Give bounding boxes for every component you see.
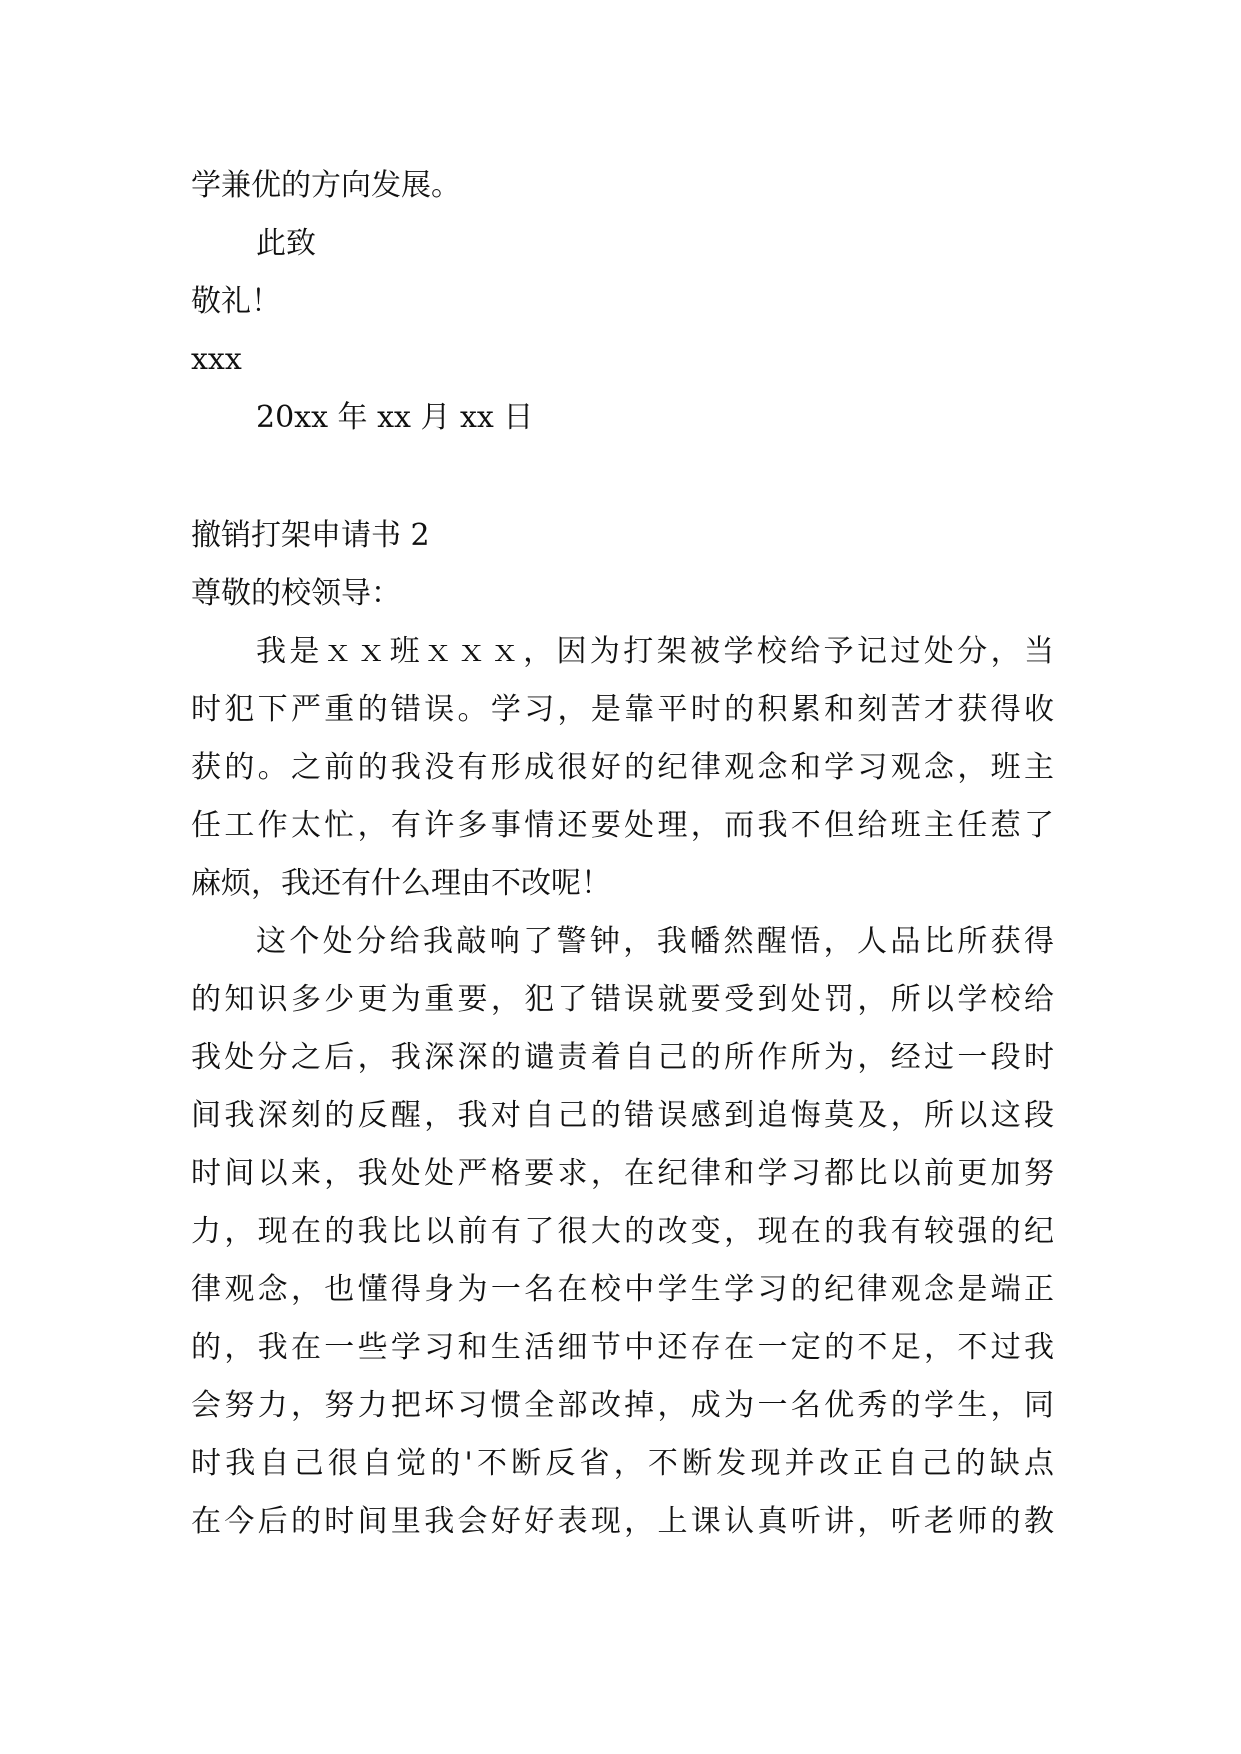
paragraph1-line: 时犯下严重的错误。学习，是靠平时的积累和刻苦才获得收 bbox=[191, 692, 1054, 727]
paragraph2-line: 时间以来，我处处严格要求，在纪律和学习都比以前更加努 bbox=[191, 1156, 1054, 1191]
paragraph2-line: 间我深刻的反醒，我对自己的错误感到追悔莫及，所以这段 bbox=[191, 1098, 1054, 1133]
paragraph2-line: 我处分之后，我深深的谴责着自己的所作所为，经过一段时 bbox=[191, 1040, 1054, 1075]
letter-title: 撤销打架申请书 2 bbox=[191, 518, 430, 553]
closing-line: 学兼优的方向发展。 bbox=[191, 168, 461, 203]
salutation-line-2: 敬礼！ bbox=[191, 284, 281, 319]
paragraph1-line: 我是ｘｘ班ｘｘｘ，因为打架被学校给予记过处分，当 bbox=[256, 634, 1054, 669]
greeting: 尊敬的校领导： bbox=[191, 576, 401, 611]
paragraph1-line: 获的。之前的我没有形成很好的纪律观念和学习观念，班主 bbox=[191, 750, 1054, 785]
paragraph2-line: 律观念，也懂得身为一名在校中学生学习的纪律观念是端正 bbox=[191, 1272, 1054, 1307]
paragraph1-line: 任工作太忙，有许多事情还要处理，而我不但给班主任惹了 bbox=[191, 808, 1054, 843]
salutation-line-1: 此致 bbox=[256, 226, 316, 261]
paragraph2-line: 的知识多少更为重要，犯了错误就要受到处罚，所以学校给 bbox=[191, 982, 1054, 1017]
paragraph2-line: 在今后的时间里我会好好表现，上课认真听讲，听老师的教 bbox=[191, 1504, 1054, 1539]
paragraph2-line: 会努力，努力把坏习惯全部改掉，成为一名优秀的学生，同 bbox=[191, 1388, 1054, 1423]
paragraph2-line: 这个处分给我敲响了警钟，我幡然醒悟，人品比所获得 bbox=[256, 924, 1054, 959]
paragraph2-line: 的，我在一些学习和生活细节中还存在一定的不足，不过我 bbox=[191, 1330, 1054, 1365]
paragraph2-line: 力，现在的我比以前有了很大的改变，现在的我有较强的纪 bbox=[191, 1214, 1054, 1249]
date-line: 20xx 年 xx 月 xx 日 bbox=[256, 400, 534, 435]
paragraph1-line: 麻烦，我还有什么理由不改呢！ bbox=[191, 866, 611, 901]
paragraph2-line: 时我自己很自觉的'不断反省，不断发现并改正自己的缺点 bbox=[191, 1446, 1054, 1481]
signature: xxx bbox=[191, 342, 242, 377]
